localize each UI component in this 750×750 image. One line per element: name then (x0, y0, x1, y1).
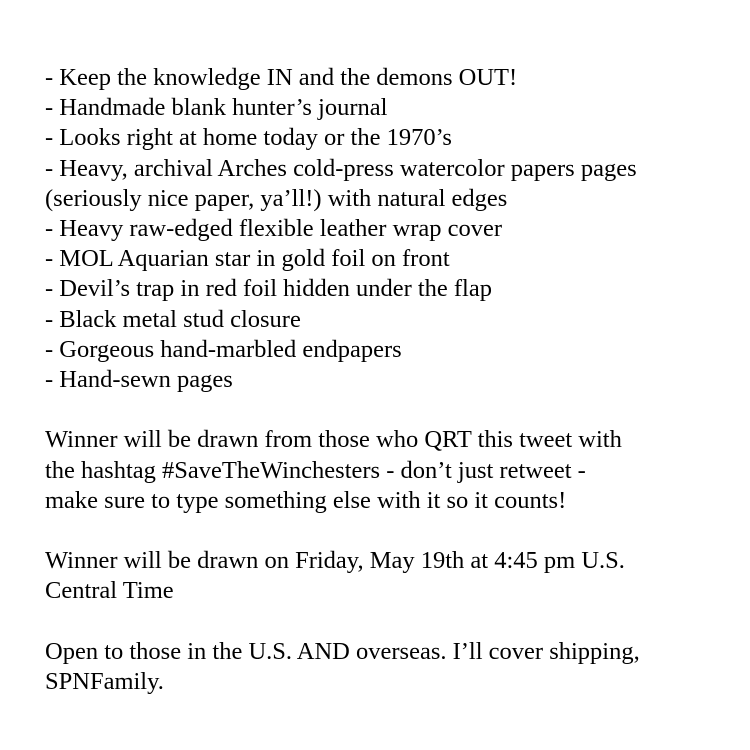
feature-item: - Devil’s trap in red foil hidden under the flap (45, 275, 492, 303)
shipping-paragraph (45, 637, 750, 697)
paragraph-line: Open to those in the U.S. AND overseas. I’ll cover shipping, (45, 637, 640, 665)
paragraph-line: Central Time (45, 577, 174, 605)
entry-rules-paragraph (45, 425, 750, 516)
paragraph-line: make sure to type something else with it so it counts! (45, 486, 567, 514)
feature-item: - MOL Aquarian star in gold foil on front (45, 245, 450, 273)
paragraph-line: SPNFamily. (45, 668, 164, 696)
draw-date-paragraph (45, 546, 750, 606)
feature-list (45, 63, 750, 395)
feature-item: - Keep the knowledge IN and the demons OUT! (45, 64, 518, 91)
feature-item: - Gorgeous hand-marbled endpapers (45, 335, 402, 363)
feature-item: - Hand-sewn pages (45, 366, 233, 394)
paragraph-line: the hashtag #SaveTheWinchesters - don’t just retweet - (45, 456, 586, 484)
feature-item: - Handmade blank hunter’s journal (45, 94, 388, 122)
feature-item: - Heavy, archival Arches cold-press watercolor papers pages (45, 154, 637, 182)
feature-item: - Heavy raw-edged flexible leather wrap cover (45, 215, 503, 243)
feature-item: - Looks right at home today or the 1970’s (45, 124, 452, 152)
paragraph-line: Winner will be drawn from those who QRT this tweet with (45, 426, 622, 454)
feature-item: - Black metal stud closure (45, 305, 301, 333)
paragraph-line: Winner will be drawn on Friday, May 19th at 4:45 pm U.S. (45, 547, 625, 575)
feature-item-continuation: (seriously nice paper, ya’ll!) with natural edges (45, 184, 508, 212)
